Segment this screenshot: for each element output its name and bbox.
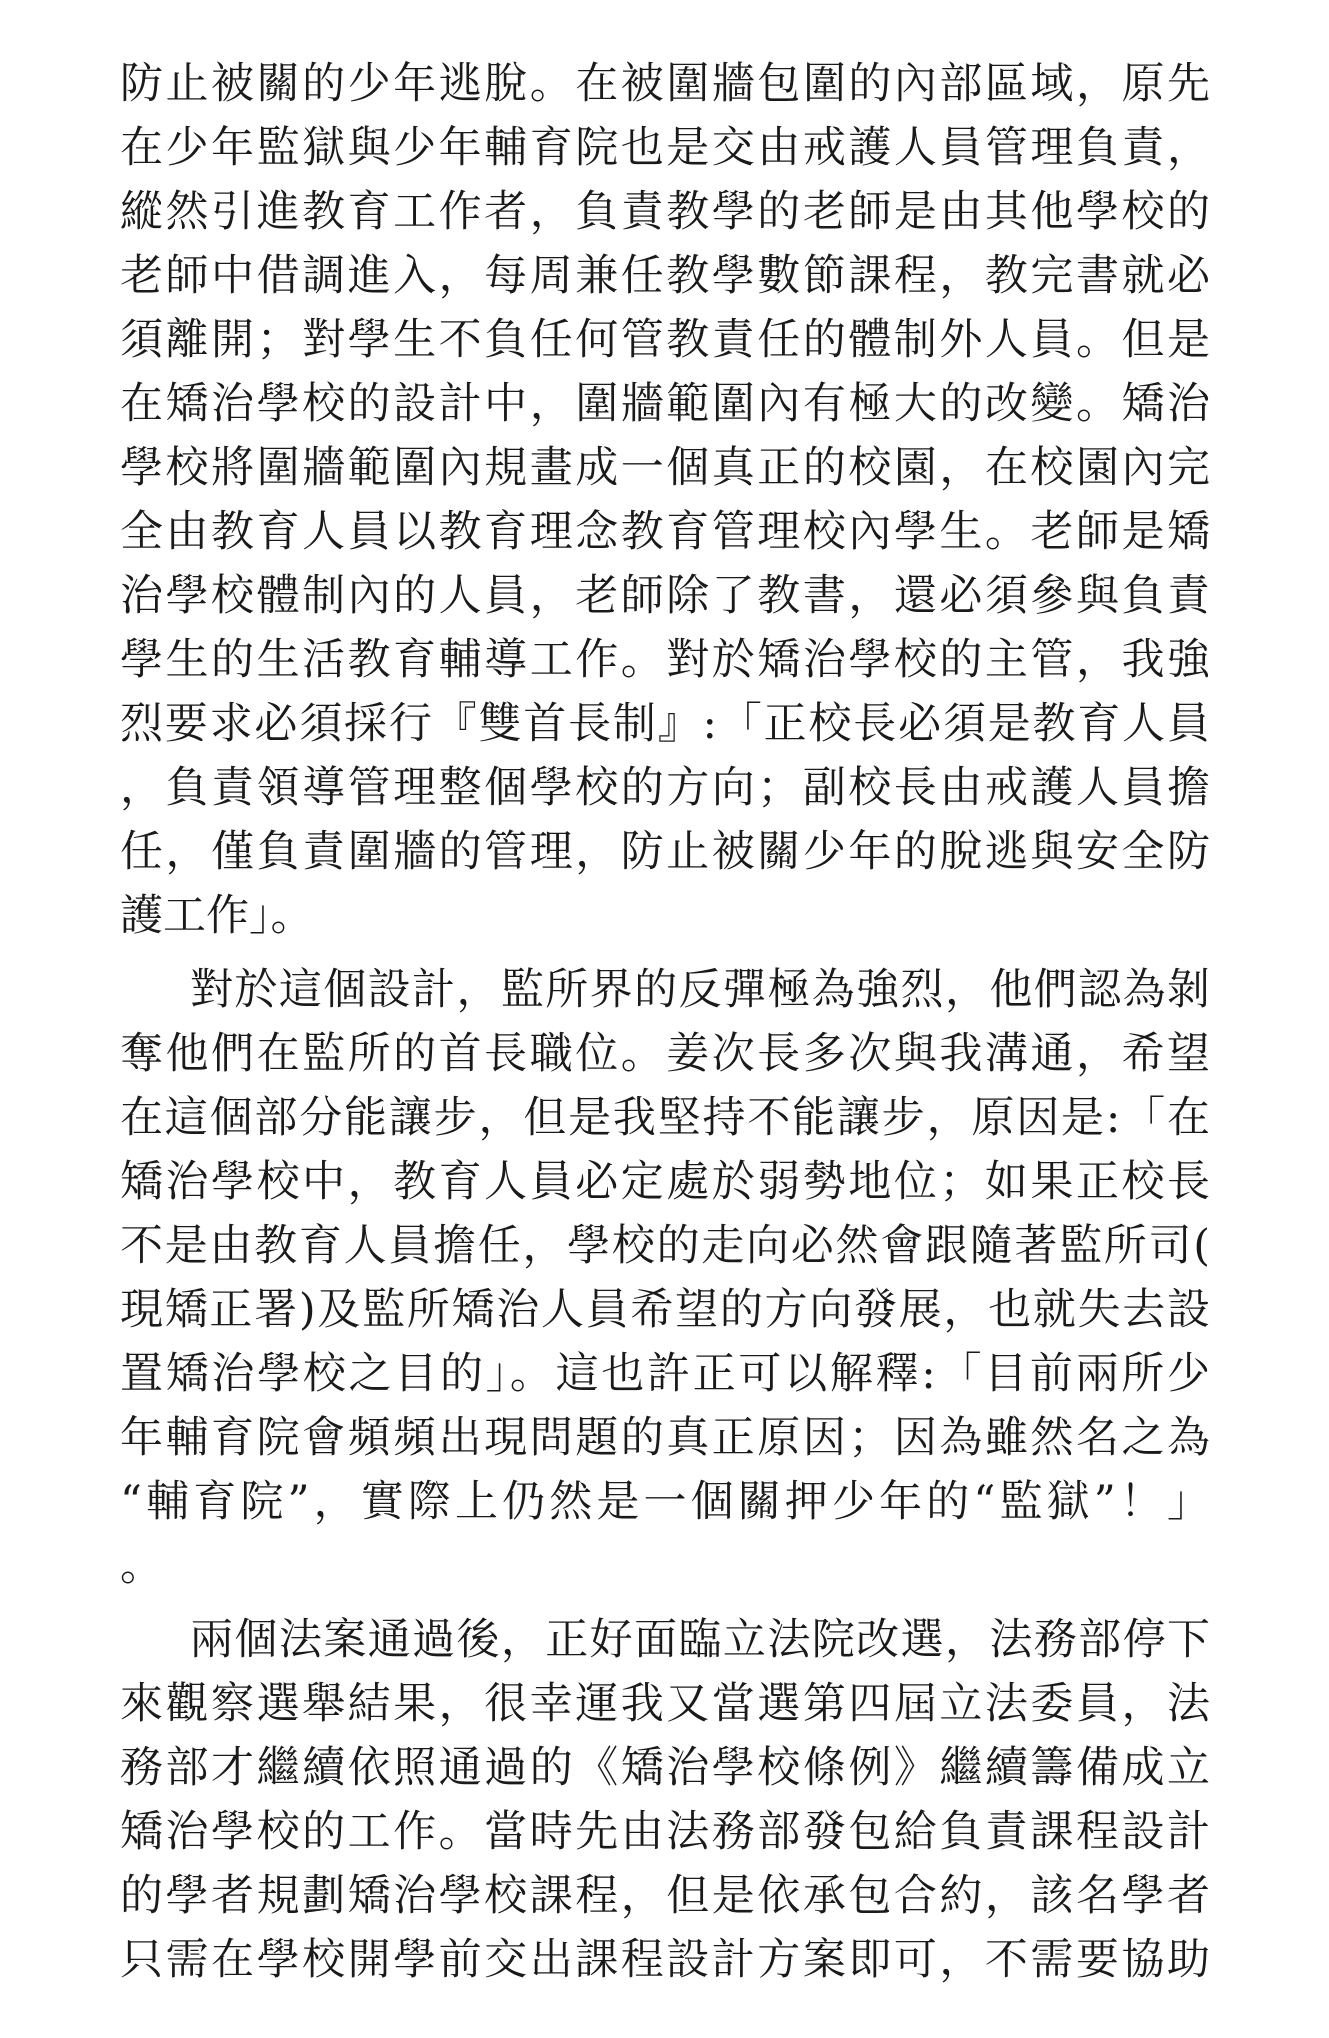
text-line: 矯治學校的工作。當時先由法務部發包給負責課程設計 xyxy=(120,1807,1210,1857)
text-line: 奪他們在監所的首長職位。姜次長多次與我溝通，希望 xyxy=(120,1029,1210,1079)
text-line: 須離開；對學生不負任何管教責任的體制外人員。但是 xyxy=(120,315,1210,365)
text-line: 年輔育院會頻頻出現問題的真正原因；因為雖然名之為 xyxy=(120,1413,1210,1463)
text-line: 來觀察選舉結果，很幸運我又當選第四屆立法委員，法 xyxy=(120,1679,1210,1729)
text-line: 烈要求必須採行『雙首長制』:「正校長必須是教育人員 xyxy=(120,699,1210,749)
text-line: 務部才繼續依照通過的《矯治學校條例》繼續籌備成立 xyxy=(120,1743,1210,1793)
text-line: ，負責領導管理整個學校的方向；副校長由戒護人員擔 xyxy=(120,763,1210,813)
text-line: 。 xyxy=(120,1541,163,1591)
text-line: 護工作」。 xyxy=(120,891,314,941)
text-line: 在這個部分能讓步，但是我堅持不能讓步，原因是:「在 xyxy=(120,1093,1210,1143)
text-line: 防止被關的少年逃脫。在被圍牆包圍的內部區域，原先 xyxy=(120,59,1210,109)
text-line: 對於這個設計，監所界的反彈極為強烈，他們認為剝 xyxy=(190,965,1210,1015)
text-line: 只需在學校開學前交出課程設計方案即可，不需要協助 xyxy=(120,1935,1210,1985)
text-line: 不是由教育人員擔任，學校的走向必然會跟隨著監所司( xyxy=(120,1221,1210,1271)
text-line: 的學者規劃矯治學校課程，但是依承包合約，該名學者 xyxy=(120,1871,1210,1921)
text-line: 老師中借調進入，每周兼任教學數節課程，教完書就必 xyxy=(120,251,1210,301)
text-line: 置矯治學校之目的」。這也許正可以解釋:「目前兩所少 xyxy=(120,1349,1210,1399)
text-line: 在矯治學校的設計中，圍牆範圍內有極大的改變。矯治 xyxy=(120,379,1210,429)
text-line: 矯治學校中，教育人員必定處於弱勢地位；如果正校長 xyxy=(120,1157,1210,1207)
text-line: 任，僅負責圍牆的管理，防止被關少年的脫逃與安全防 xyxy=(120,827,1210,877)
text-line: “輔育院”，實際上仍然是一個關押少年的“監獄”！」 xyxy=(120,1477,1210,1527)
text-line: 學校將圍牆範圍內規畫成一個真正的校園，在校園內完 xyxy=(120,443,1210,493)
text-line: 治學校體制內的人員，老師除了教書，還必須參與負責 xyxy=(120,571,1210,621)
text-line: 縱然引進教育工作者，負責教學的老師是由其他學校的 xyxy=(120,187,1210,237)
text-line: 學生的生活教育輔導工作。對於矯治學校的主管，我強 xyxy=(120,635,1210,685)
text-line: 現矯正署)及監所矯治人員希望的方向發展，也就失去設 xyxy=(120,1285,1210,1335)
text-line: 兩個法案通過後，正好面臨立法院改選，法務部停下 xyxy=(190,1615,1210,1665)
text-line: 全由教育人員以教育理念教育管理校內學生。老師是矯 xyxy=(120,507,1210,557)
text-line: 在少年監獄與少年輔育院也是交由戒護人員管理負責， xyxy=(120,123,1210,173)
